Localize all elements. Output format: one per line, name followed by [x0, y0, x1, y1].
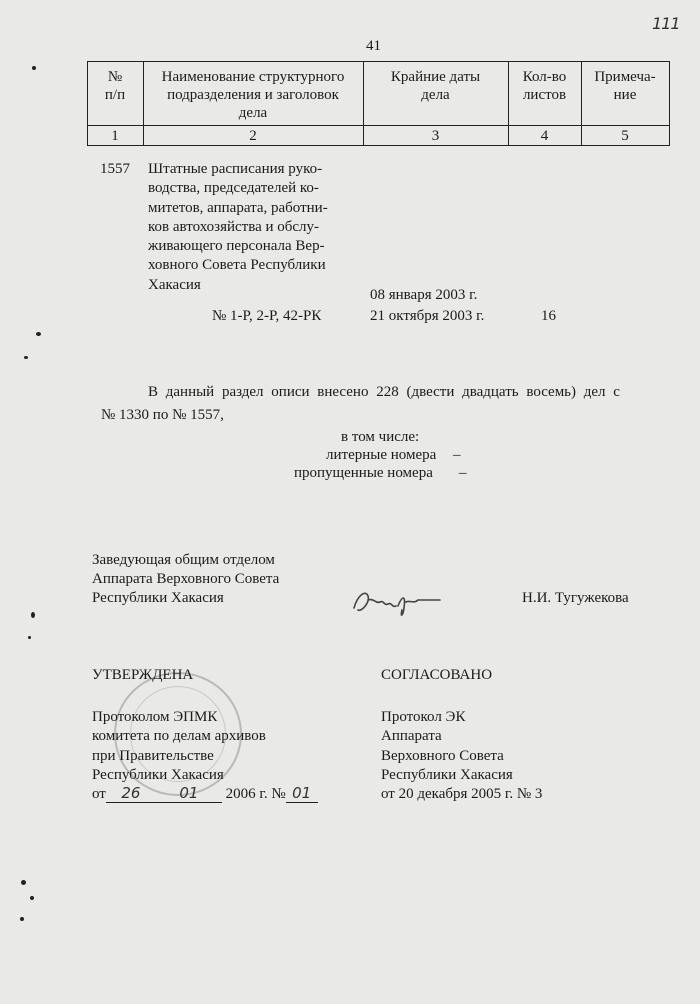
- row-doc-numbers: № 1-Р, 2-Р, 42-РК: [212, 308, 322, 324]
- column-number-1: 1: [111, 128, 119, 144]
- binding-mark: [24, 356, 28, 359]
- binding-mark: [31, 612, 35, 618]
- signature-position: Заведующая общим отделом Аппарата Верховного Совета Республики Хакасия: [92, 552, 280, 606]
- column-number-5: 5: [621, 128, 629, 144]
- binding-mark: [36, 332, 41, 336]
- corner-sheet-number: 111: [652, 14, 680, 33]
- header-sheets: Кол-во листов: [522, 69, 567, 103]
- page-number: 41: [366, 38, 381, 54]
- approved-title: УТВЕРЖДЕНА: [92, 667, 194, 683]
- summary-including: в том числе:: [341, 429, 420, 445]
- header-number: № п/п: [104, 69, 126, 103]
- table-header: [87, 61, 670, 146]
- binding-mark: [30, 896, 34, 900]
- binding-mark: [28, 636, 31, 639]
- header-notes: Примеча- ние: [594, 69, 656, 103]
- summary-line-2: № 1330 по № 1557,: [101, 407, 224, 423]
- handwritten-signature: [348, 582, 444, 622]
- approved-text: Протоколом ЭПМК комитета по делам архивов при Правительстве Республики Хакасия: [92, 709, 266, 783]
- summary-missing-value: –: [459, 465, 467, 481]
- column-number-2: 2: [249, 128, 257, 144]
- row-title: Штатные расписания руко- водства, председателей ко- митетов, аппарата, работни- ков автохозяйства и обслу- живающего персонала Вер- ховного Совета Республики Хакасия: [148, 161, 328, 293]
- handwritten-day: 26: [106, 784, 156, 803]
- row-date-end: 21 октября 2003 г.: [370, 308, 485, 324]
- row-number: 1557: [100, 161, 130, 177]
- handwritten-month: 01: [156, 784, 222, 803]
- agreed-title: СОГЛАСОВАНО: [381, 667, 493, 683]
- approved-date-line: от 26 01 2006 г. № 01: [92, 784, 318, 803]
- summary-missing-label: пропущенные номера: [294, 465, 433, 481]
- binding-mark: [21, 880, 26, 885]
- summary-line-1: В данный раздел описи внесено 228 (двести двадцать восемь) дел с: [148, 384, 620, 400]
- column-number-3: 3: [431, 128, 440, 144]
- row-sheets: 16: [541, 308, 556, 324]
- binding-mark: [20, 917, 24, 921]
- signatory-name: Н.И. Тугужекова: [522, 590, 629, 606]
- handwritten-number: 01: [286, 784, 318, 803]
- header-dates: Крайние даты дела: [390, 69, 481, 103]
- row-date-start: 08 января 2003 г.: [370, 287, 478, 303]
- binding-mark: [32, 66, 36, 70]
- agreed-text: Протокол ЭК Аппарата Верховного Совета Республики Хакасия от 20 декабря 2005 г. № 3: [381, 709, 543, 803]
- summary-letter-value: –: [453, 447, 461, 463]
- header-title: Наименование структурного подразделения и заголовок дела: [161, 69, 345, 121]
- column-number-4: 4: [540, 128, 549, 144]
- summary-letter-label: литерные номера: [326, 447, 437, 463]
